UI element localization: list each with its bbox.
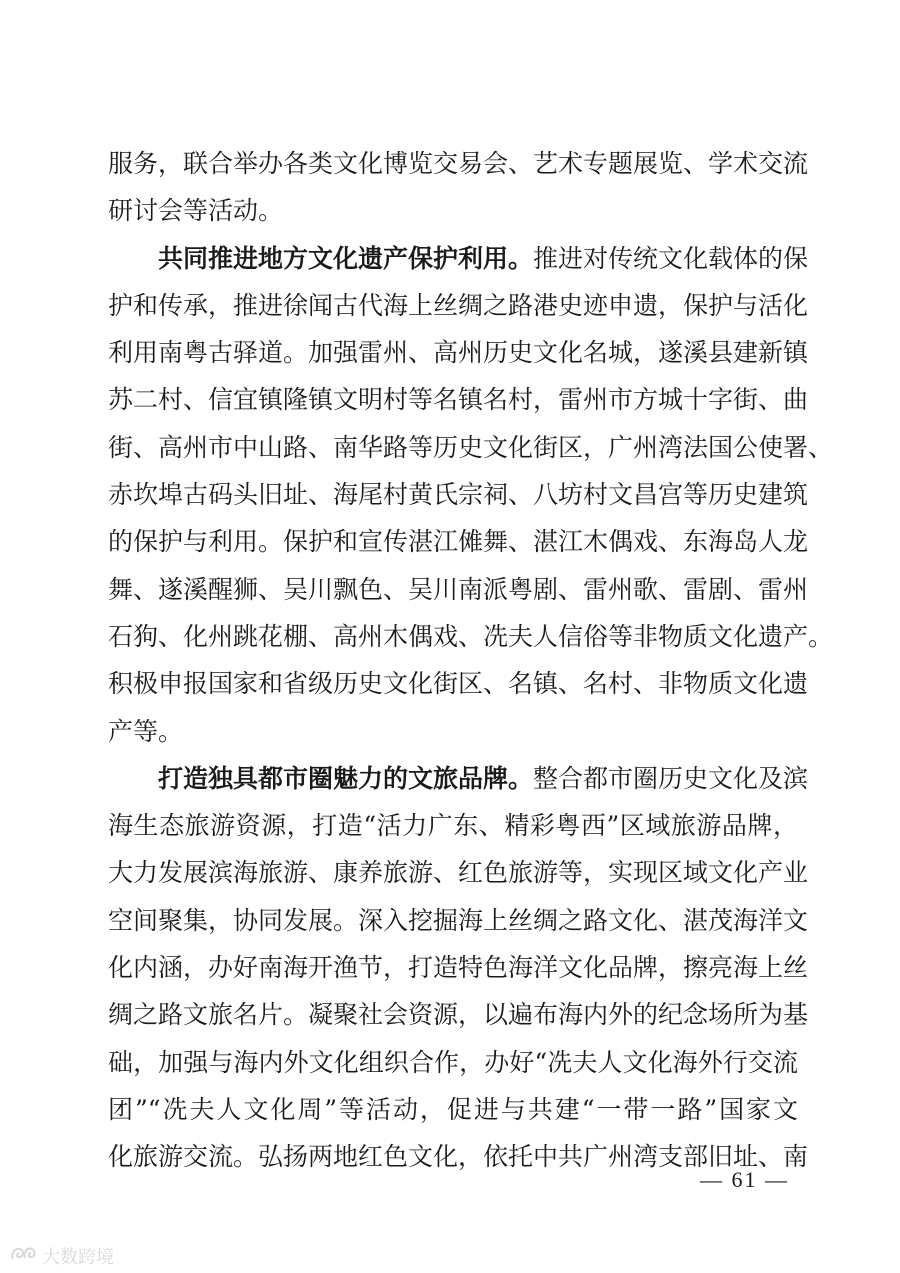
paragraph-3-first-line-text: 整合都市圈历史文化及滨: [533, 763, 809, 793]
paragraph-2-line: 舞、遂溪醒狮、吴川飘色、吴川南派粤剧、雷州歌、雷剧、雷州: [108, 574, 809, 604]
paragraph-1-line-2: 研讨会等活动。: [108, 196, 284, 226]
paragraph-3-line: 化内涵，办好南海开渔节，打造特色海洋文化品牌，擦亮海上丝: [108, 953, 809, 983]
paragraph-2-line: 的保护与利用。保护和宣传湛江傩舞、湛江木偶戏、东海岛人龙: [108, 527, 809, 557]
paragraph-3-line-1: [108, 755, 809, 802]
paragraph-2-first-line-text: 推进对传统文化载体的保: [533, 243, 809, 273]
paragraph-2-line: 苏二村、信宜镇隆镇文明村等名镇名村，雷州市方城十字街、曲: [108, 385, 809, 415]
paragraph-3-line: 础，加强与海内外文化组织合作，办好“冼夫人文化海外行交流: [108, 1047, 798, 1077]
paragraph-1-line-1: 服务，联合举办各类文化博览交易会、艺术专题展览、学术交流: [108, 149, 809, 178]
brand-logo-icon: [10, 1244, 38, 1269]
paragraph-3-line: 大力发展滨海旅游、康养旅游、红色旅游等，实现区域文化产业: [108, 858, 809, 888]
document-body: [108, 140, 834, 1181]
page-number: — 61 —: [700, 1167, 789, 1192]
paragraph-2-line: 石狗、化州跳花棚、高州木偶戏、冼夫人信俗等非物质文化遗产。: [108, 621, 834, 651]
paragraph-2-heading: 共同推进地方文化遗产保护利用。: [158, 243, 534, 273]
paragraph-3-line: 绸之路文旅名片。凝聚社会资源，以遍布海内外的纪念场所为基: [108, 1000, 809, 1030]
watermark: [10, 1243, 114, 1269]
paragraph-2-line: 产等。: [108, 716, 184, 746]
paragraph-2-line: 赤坎埠古码头旧址、海尾村黄氏宗祠、八坊村文昌宫等历史建筑: [108, 480, 809, 510]
paragraph-2-line-1: [108, 235, 809, 282]
paragraph-2-line: 利用南粤古驿道。加强雷州、高州历史文化名城，遂溪县建新镇: [108, 338, 809, 368]
watermark-text: 大数跨境: [42, 1247, 114, 1268]
paragraph-3-line: 空间聚集，协同发展。深入挖掘海上丝绸之路文化、湛茂海洋文: [108, 905, 809, 935]
paragraph-3-line: 团”“冼夫人文化周”等活动，促进与共建“一带一路”国家文: [108, 1094, 798, 1124]
paragraph-3-heading: 打造独具都市圈魅力的文旅品牌。: [158, 763, 534, 793]
paragraph-2-line: 积极申报国家和省级历史文化街区、名镇、名村、非物质文化遗: [108, 669, 809, 699]
paragraph-2-line: 街、高州市中山路、南华路等历史文化街区，广州湾法国公使署、: [108, 432, 834, 462]
paragraph-3-line: 海生态旅游资源，打造“活力广东、精彩粤西”区域旅游品牌，: [108, 811, 798, 841]
paragraph-2-line: 护和传承，推进徐闻古代海上丝绸之路港史迹申遗，保护与活化: [108, 290, 809, 320]
paragraph-3-line: 化旅游交流。弘扬两地红色文化，依托中共广州湾支部旧址、南: [108, 1142, 809, 1172]
